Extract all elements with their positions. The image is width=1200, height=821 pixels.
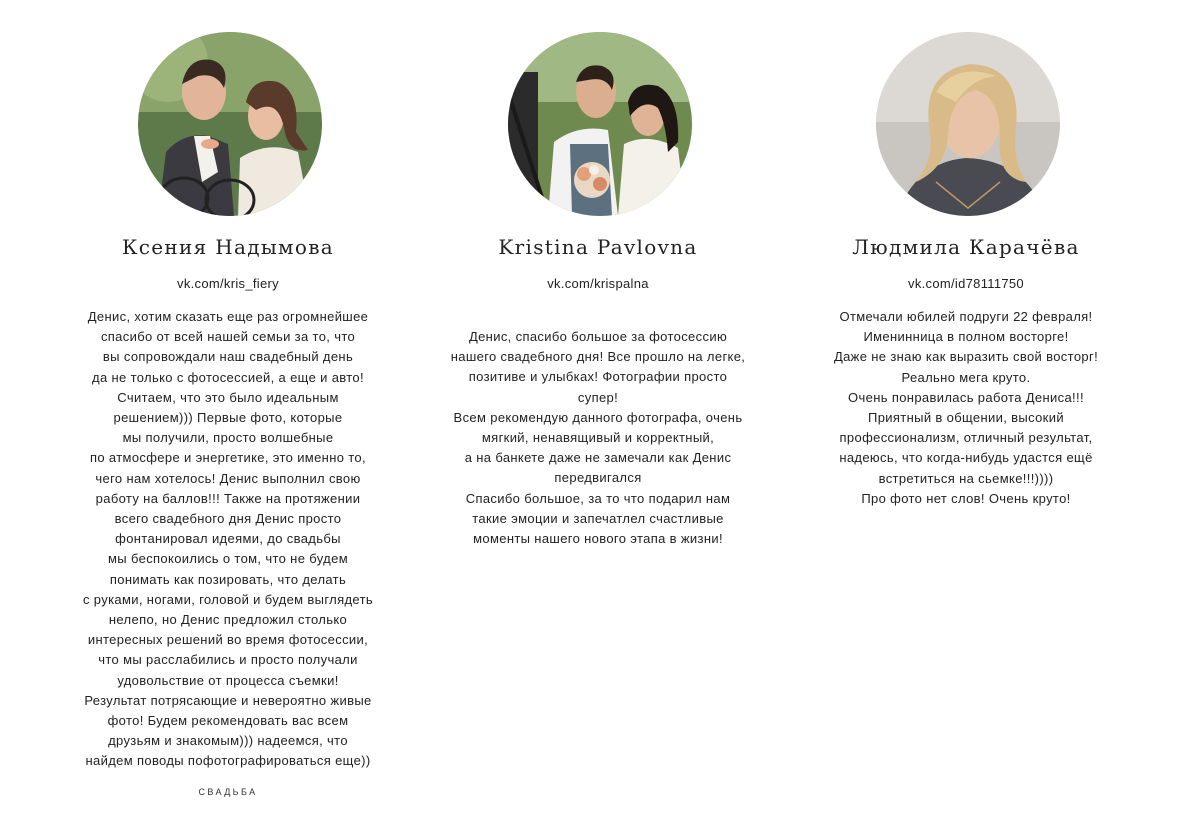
review-text-line: Реально мега круто. <box>901 369 1031 385</box>
review-text <box>48 307 408 772</box>
review-text-line: встретиться на сьемке!!!)))) <box>878 470 1054 486</box>
review-text-line: удовольствие от процесса съемки! <box>117 672 339 688</box>
review-text-line: друзьям и знакомым))) надеемся, что <box>108 733 348 749</box>
reviewer-name: Ксения Надымова <box>121 235 335 259</box>
review-text-line: Денис, спасибо большое за фотосессию <box>468 329 728 344</box>
review-text-line: чего нам хотелось! Денис выполнил свою <box>95 470 361 486</box>
reviewer-name: Людмила Карачёва <box>852 235 1080 259</box>
avatar <box>508 32 692 216</box>
review-text-line: моменты нашего нового этапа в жизни! <box>473 531 723 547</box>
review-text-line: работу на баллов!!! Также на протяжении <box>95 490 361 506</box>
review-text-line: а на банкете даже не замечали как Денис <box>464 450 732 466</box>
review-text-line: по атмосфере и энергетике, это именно то, <box>90 450 366 466</box>
avatar <box>138 32 322 216</box>
review-text-line: фонтанировал идеями, до свадьбы <box>115 531 341 547</box>
review-text-line: Считаем, что это было идеальным <box>117 389 339 405</box>
vk-profile-link[interactable]: vk.com/kris_fiery <box>177 276 279 291</box>
review-text-line: нелепо, но Денис предложил столько <box>108 612 348 628</box>
review-text-line: Приятный в общении, высокий <box>868 410 1064 426</box>
review-text-line: супер! <box>577 389 619 405</box>
category-tag[interactable]: СВАДЬБА <box>198 787 258 797</box>
review-text-line: Спасибо большое, за то что подарил нам <box>465 490 731 506</box>
review-text-line: нашего свадебного дня! Все прошло на легке, <box>450 349 746 365</box>
review-text-line: да не только с фотосессией, а еще и авто! <box>92 369 364 385</box>
review-text-line: интересных решений во время фотосессии, <box>87 632 369 648</box>
review-text-line: всего свадебного дня Денис просто <box>114 511 342 527</box>
review-text <box>418 327 778 549</box>
review-text-line: мы беспокоились о том, что не будем <box>108 551 348 567</box>
review-text-line: спасибо от всей нашей семьи за то, что <box>100 329 356 345</box>
review-text-line: Денис, хотим сказать еще раз огромнейшее <box>87 309 369 324</box>
review-text-line: Отмечали юбилей подруги 22 февраля! <box>839 309 1093 324</box>
review-text-line: с руками, ногами, головой и будем выглядеть <box>82 591 374 607</box>
review-text-line: фото! Будем рекомендовать вас всем <box>107 713 349 729</box>
review-text-line: надеюсь, что когда-нибудь удастся ещё <box>839 450 1093 466</box>
review-text-line: решением))) Первые фото, которые <box>113 410 343 426</box>
review-text-line: позитиве и улыбках! Фотографии просто <box>468 369 728 385</box>
avatar <box>876 32 1060 216</box>
reviewer-name: Kristina Pavlovna <box>498 235 698 259</box>
review-text-line: мягкий, ненавящивый и корректный, <box>481 430 715 446</box>
review-text-line: профессионализм, отличный результат, <box>839 430 1093 446</box>
review-text-line: такие эмоции и запечатлел счастливые <box>472 510 724 526</box>
review-text-line: понимать как позировать, что делать <box>109 571 347 587</box>
review-text <box>786 307 1146 509</box>
review-text-line: Всем рекомендую данного фотографа, очень <box>453 409 743 425</box>
review-text-line: Именинница в полном восторге! <box>863 329 1069 345</box>
review-text-line: Очень понравилась работа Дениса!!! <box>848 389 1084 405</box>
review-text-line: передвигался <box>554 470 642 486</box>
vk-profile-link[interactable]: vk.com/id78111750 <box>908 276 1024 291</box>
review-text-line: Результат потрясающие и невероятно живые <box>84 692 372 708</box>
review-text-line: найдем поводы пофотографироваться еще)) <box>85 753 371 769</box>
review-text-line: вы сопровождали наш свадебный день <box>102 349 354 365</box>
review-text-line: Даже не знаю как выразить свой восторг! <box>833 349 1099 365</box>
review-text-line: Про фото нет слов! Очень круто! <box>861 490 1071 506</box>
review-text-line: что мы расслабились и просто получали <box>98 652 358 668</box>
review-text-line: мы получили, просто волшебные <box>122 430 334 446</box>
vk-profile-link[interactable]: vk.com/krispalna <box>547 276 649 291</box>
